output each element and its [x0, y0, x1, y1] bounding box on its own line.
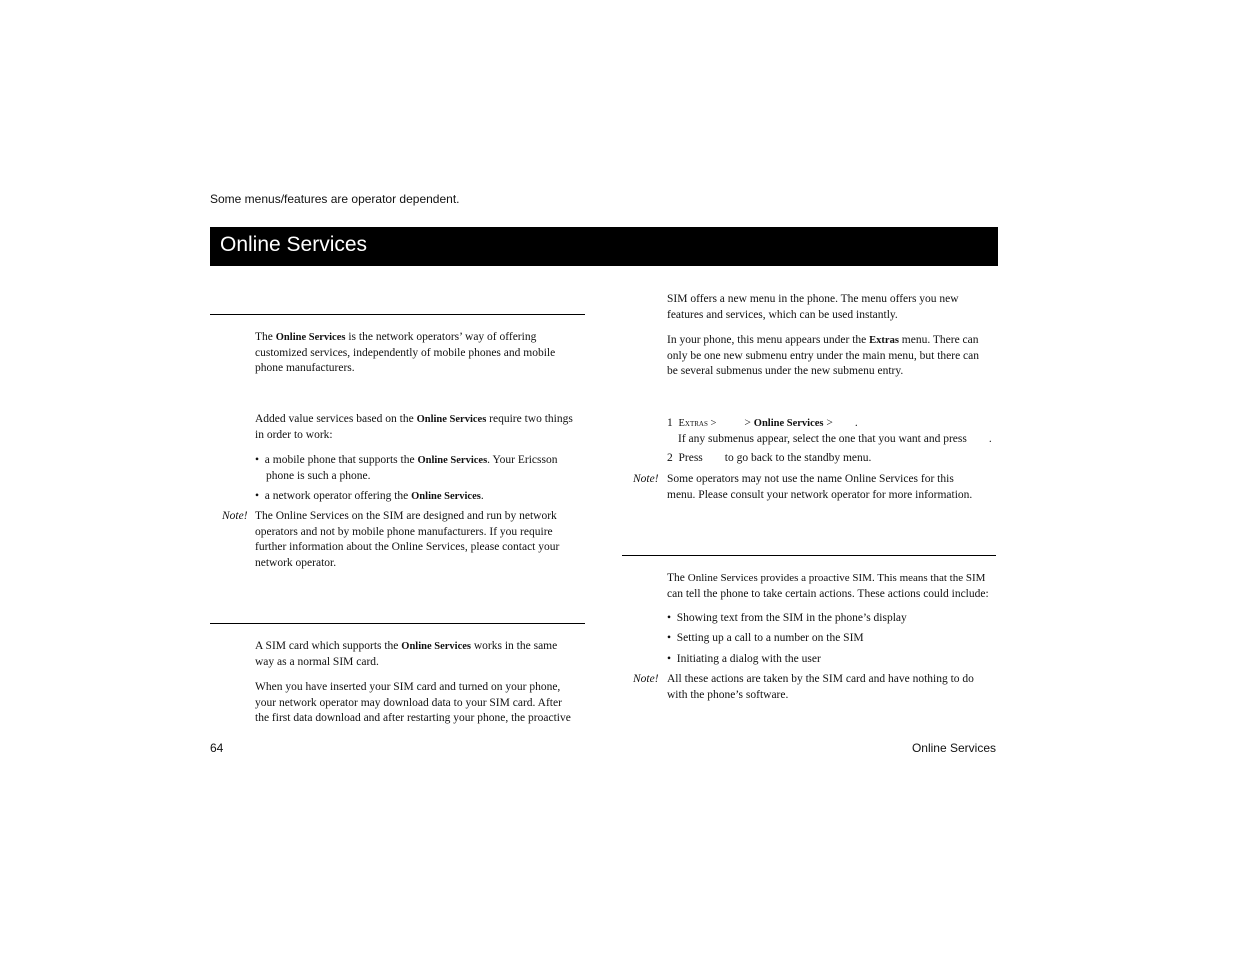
- note-text: The Online Services on the SIM are designed and run by network operators and not by mobile phone manufacturers. If you require further information about the Online Services, please contact your network operator.: [255, 510, 560, 569]
- sim-paragraph: A SIM card which supports the Online Services works in the same way as a normal SIM card.: [255, 640, 558, 668]
- list-item: • a network operator offering the Online Services.: [255, 490, 484, 502]
- step-2: 2 Press to go back to the standby menu.: [667, 452, 872, 464]
- intro-paragraph: The Online Services is the network operators’ way of offering customized services, independently of mobile phones and mobile phone manufacturers.: [255, 331, 556, 374]
- note-label: Note!: [633, 673, 659, 685]
- requirements-paragraph: Added value services based on the Online Services require two things in order to work:: [255, 413, 573, 441]
- page-title: Online Services: [220, 233, 368, 256]
- section-rule: [210, 623, 585, 624]
- download-paragraph: When you have inserted your SIM card and turned on your phone, your network operator may download data to your SIM card. After the first data download and after restarting your phone, the proactive: [255, 681, 571, 724]
- extras-paragraph: In your phone, this menu appears under the Extras menu. There can only be one new submenu entry under the main menu, but there can be several submenus under the new submenu entry.: [667, 334, 980, 377]
- note-label: Note!: [222, 510, 248, 522]
- list-item: • Showing text from the SIM in the phone’s display: [667, 612, 907, 624]
- note-label: Note!: [633, 473, 659, 485]
- operator-note: Some menus/features are operator dependent.: [210, 192, 460, 206]
- title-banner: [210, 227, 998, 266]
- proactive-paragraph: The Online Services provides a proactive SIM. This means that the SIM can tell the phone to take certain actions. These actions could include:: [667, 572, 989, 600]
- list-item: • a mobile phone that supports the Online Services. Your Ericsson phone is such a phone.: [255, 454, 558, 482]
- step-1: 1 Extras > > Online Services > . If any submenus appear, select the one that you want and press .: [667, 417, 992, 445]
- list-item: • Setting up a call to a number on the SIM: [667, 632, 864, 644]
- section-rule: [210, 314, 585, 315]
- footer-section-title: Online Services: [911, 741, 996, 755]
- list-item: • Initiating a dialog with the user: [667, 653, 821, 665]
- page-number: 64: [210, 741, 224, 755]
- menu-paragraph: SIM offers a new menu in the phone. The menu offers you new features and services, which can be used instantly.: [667, 293, 959, 321]
- section-rule: [622, 555, 996, 556]
- note-text: All these actions are taken by the SIM card and have nothing to do with the phone’s software.: [667, 673, 974, 701]
- note-text: Some operators may not use the name Online Services for this menu. Please consult your network operator for more information.: [667, 473, 973, 501]
